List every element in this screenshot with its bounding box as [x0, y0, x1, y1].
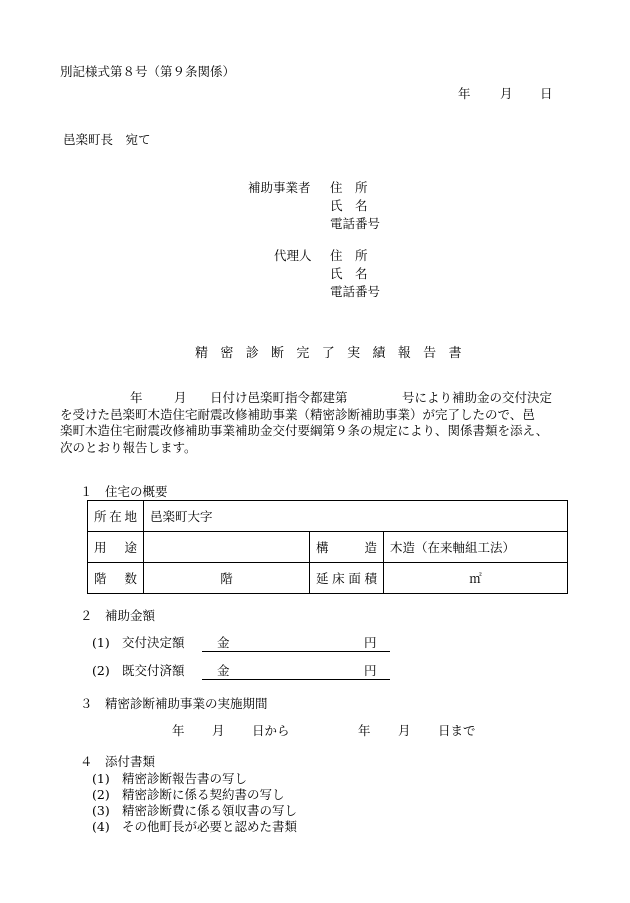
body-reference-text: 日付け邑楽町指令都建第	[210, 390, 348, 405]
attachment-item: 精密診断費に係る領収書の写し	[122, 803, 298, 818]
date-year-label: 年	[458, 86, 471, 101]
attachment-item: 精密診断報告書の写し	[122, 771, 248, 786]
table-row	[88, 501, 568, 532]
amount-prefix: 金	[217, 663, 230, 678]
date-month-label: 月	[500, 86, 513, 101]
item-number: (2)	[92, 787, 110, 802]
item-number: (2)	[92, 663, 110, 678]
period-to-year: 年	[358, 723, 371, 738]
applicant-name-label: 氏 名	[330, 198, 368, 213]
area-label: 延床面積	[310, 563, 384, 594]
agent-name-label: 氏 名	[330, 266, 368, 281]
applicant-phone-label: 電話番号	[330, 216, 381, 231]
item-number: (3)	[92, 803, 110, 818]
body-line-4: 次のとおり報告します。	[60, 439, 197, 455]
floors-unit[interactable]: 階	[144, 563, 310, 594]
paid-amount-field[interactable]	[202, 665, 390, 680]
attachment-item: 精密診断に係る契約書の写し	[122, 787, 285, 802]
agent-phone-label: 電話番号	[330, 284, 381, 299]
body-month: 月	[174, 390, 187, 405]
location-label: 所在地	[88, 501, 144, 532]
structure-value[interactable]: 木造（在来軸組工法）	[384, 532, 568, 563]
applicant-role: 補助事業者	[248, 180, 311, 195]
section4-heading: ４ 添付書類	[80, 754, 156, 769]
document-title: 精密診断完了実績報告書	[195, 346, 474, 361]
use-value[interactable]	[144, 532, 310, 563]
addressee: 邑楽町長 宛て	[63, 132, 151, 147]
amount-unit: 円	[364, 663, 377, 678]
period-from-month: 月	[212, 723, 225, 738]
house-overview-table	[87, 500, 568, 594]
date-day-label: 日	[540, 86, 553, 101]
location-value[interactable]: 邑楽町大字	[144, 501, 568, 532]
area-unit[interactable]: ㎡	[384, 563, 568, 594]
applicant-address-label: 住 所	[330, 180, 368, 195]
section2-heading: ２ 補助金額	[80, 608, 156, 623]
attachment-item: その他町長が必要と認めた書類	[122, 819, 298, 834]
section1-heading: １ 住宅の概要	[80, 484, 168, 499]
period-to-month: 月	[398, 723, 411, 738]
body-grant-text: 号により補助金の交付決定	[402, 390, 553, 405]
structure-label: 構 造	[310, 532, 384, 563]
decided-amount-label: 交付決定額	[122, 635, 185, 650]
body-line-2: を受けた邑楽町木造住宅耐震改修補助事業（精密診断補助事業）が完了したので、邑	[60, 406, 535, 422]
item-number: (1)	[92, 635, 110, 650]
item-number: (4)	[92, 819, 110, 834]
body-year: 年	[130, 390, 143, 405]
table-row	[88, 563, 568, 594]
paid-amount-label: 既交付済額	[122, 663, 185, 678]
agent-role: 代理人	[274, 248, 312, 263]
item-number: (1)	[92, 771, 110, 786]
section3-heading: ３ 精密診断補助事業の実施期間	[80, 696, 268, 711]
body-line-3: 楽町木造住宅耐震改修補助事業補助金交付要綱第９条の規定により、関係書類を添え、	[60, 423, 549, 438]
period-from-day: 日から	[252, 723, 290, 738]
form-label: 別記様式第８号（第９条関係）	[60, 64, 236, 79]
period-to-day: 日まで	[438, 723, 476, 738]
amount-prefix: 金	[217, 635, 230, 650]
body-paragraph	[60, 390, 572, 456]
amount-unit: 円	[364, 635, 377, 650]
floors-label: 階 数	[88, 563, 144, 594]
decided-amount-field[interactable]	[202, 637, 390, 652]
period-from-year: 年	[172, 723, 185, 738]
use-label: 用 途	[88, 532, 144, 563]
table-row	[88, 532, 568, 563]
agent-address-label: 住 所	[330, 248, 368, 263]
